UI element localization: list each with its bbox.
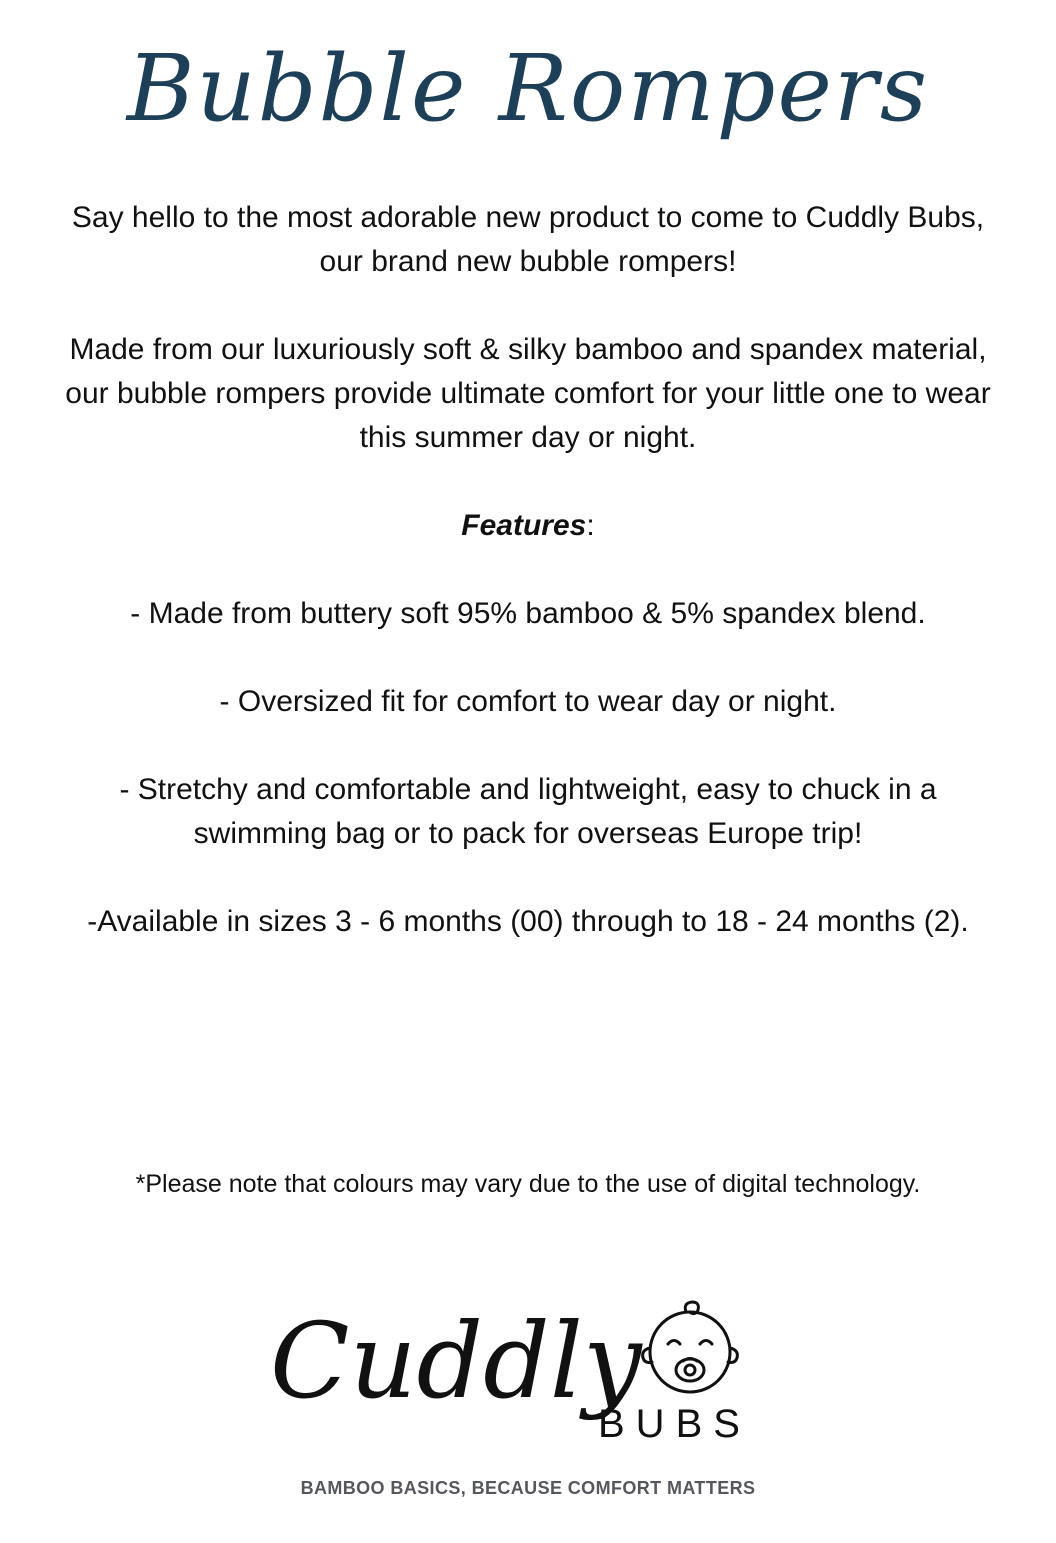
- page-title: Bubble Rompers: [126, 35, 930, 142]
- logo-script-text: Cuddly: [270, 1300, 642, 1422]
- feature-item: - Made from buttery soft 95% bamboo & 5% spandex blend.: [130, 597, 926, 630]
- feature-item: -Available in sizes 3 - 6 months (00) through to 18 - 24 months (2).: [87, 905, 969, 938]
- colour-note: *Please note that colours may vary due to the use of digital technology.: [135, 1170, 921, 1198]
- features-label: Features: [461, 509, 587, 542]
- features-heading: [60, 504, 996, 548]
- logo-bubs-text: BUBS: [598, 1402, 751, 1446]
- brand-logo: [270, 1296, 770, 1456]
- feature-item: - Oversized fit for comfort to wear day or night.: [219, 685, 837, 718]
- brand-tagline: BAMBOO BASICS, BECAUSE COMFORT MATTERS: [300, 1478, 756, 1498]
- features-colon: :: [586, 509, 595, 542]
- product-description-block: [60, 196, 996, 944]
- description-paragraph: Made from our luxuriously soft & silky bamboo and spandex material, our bubble rompers provide ultimate comfort for your little one to wear this summer day or night.: [65, 333, 991, 454]
- intro-paragraph: Say hello to the most adorable new product to come to Cuddly Bubs, our brand new bubble rompers!: [71, 201, 985, 278]
- baby-face-icon: [636, 1298, 752, 1402]
- feature-item: - Stretchy and comfortable and lightweight, easy to chuck in a swimming bag or to pack for overseas Europe trip!: [119, 773, 937, 850]
